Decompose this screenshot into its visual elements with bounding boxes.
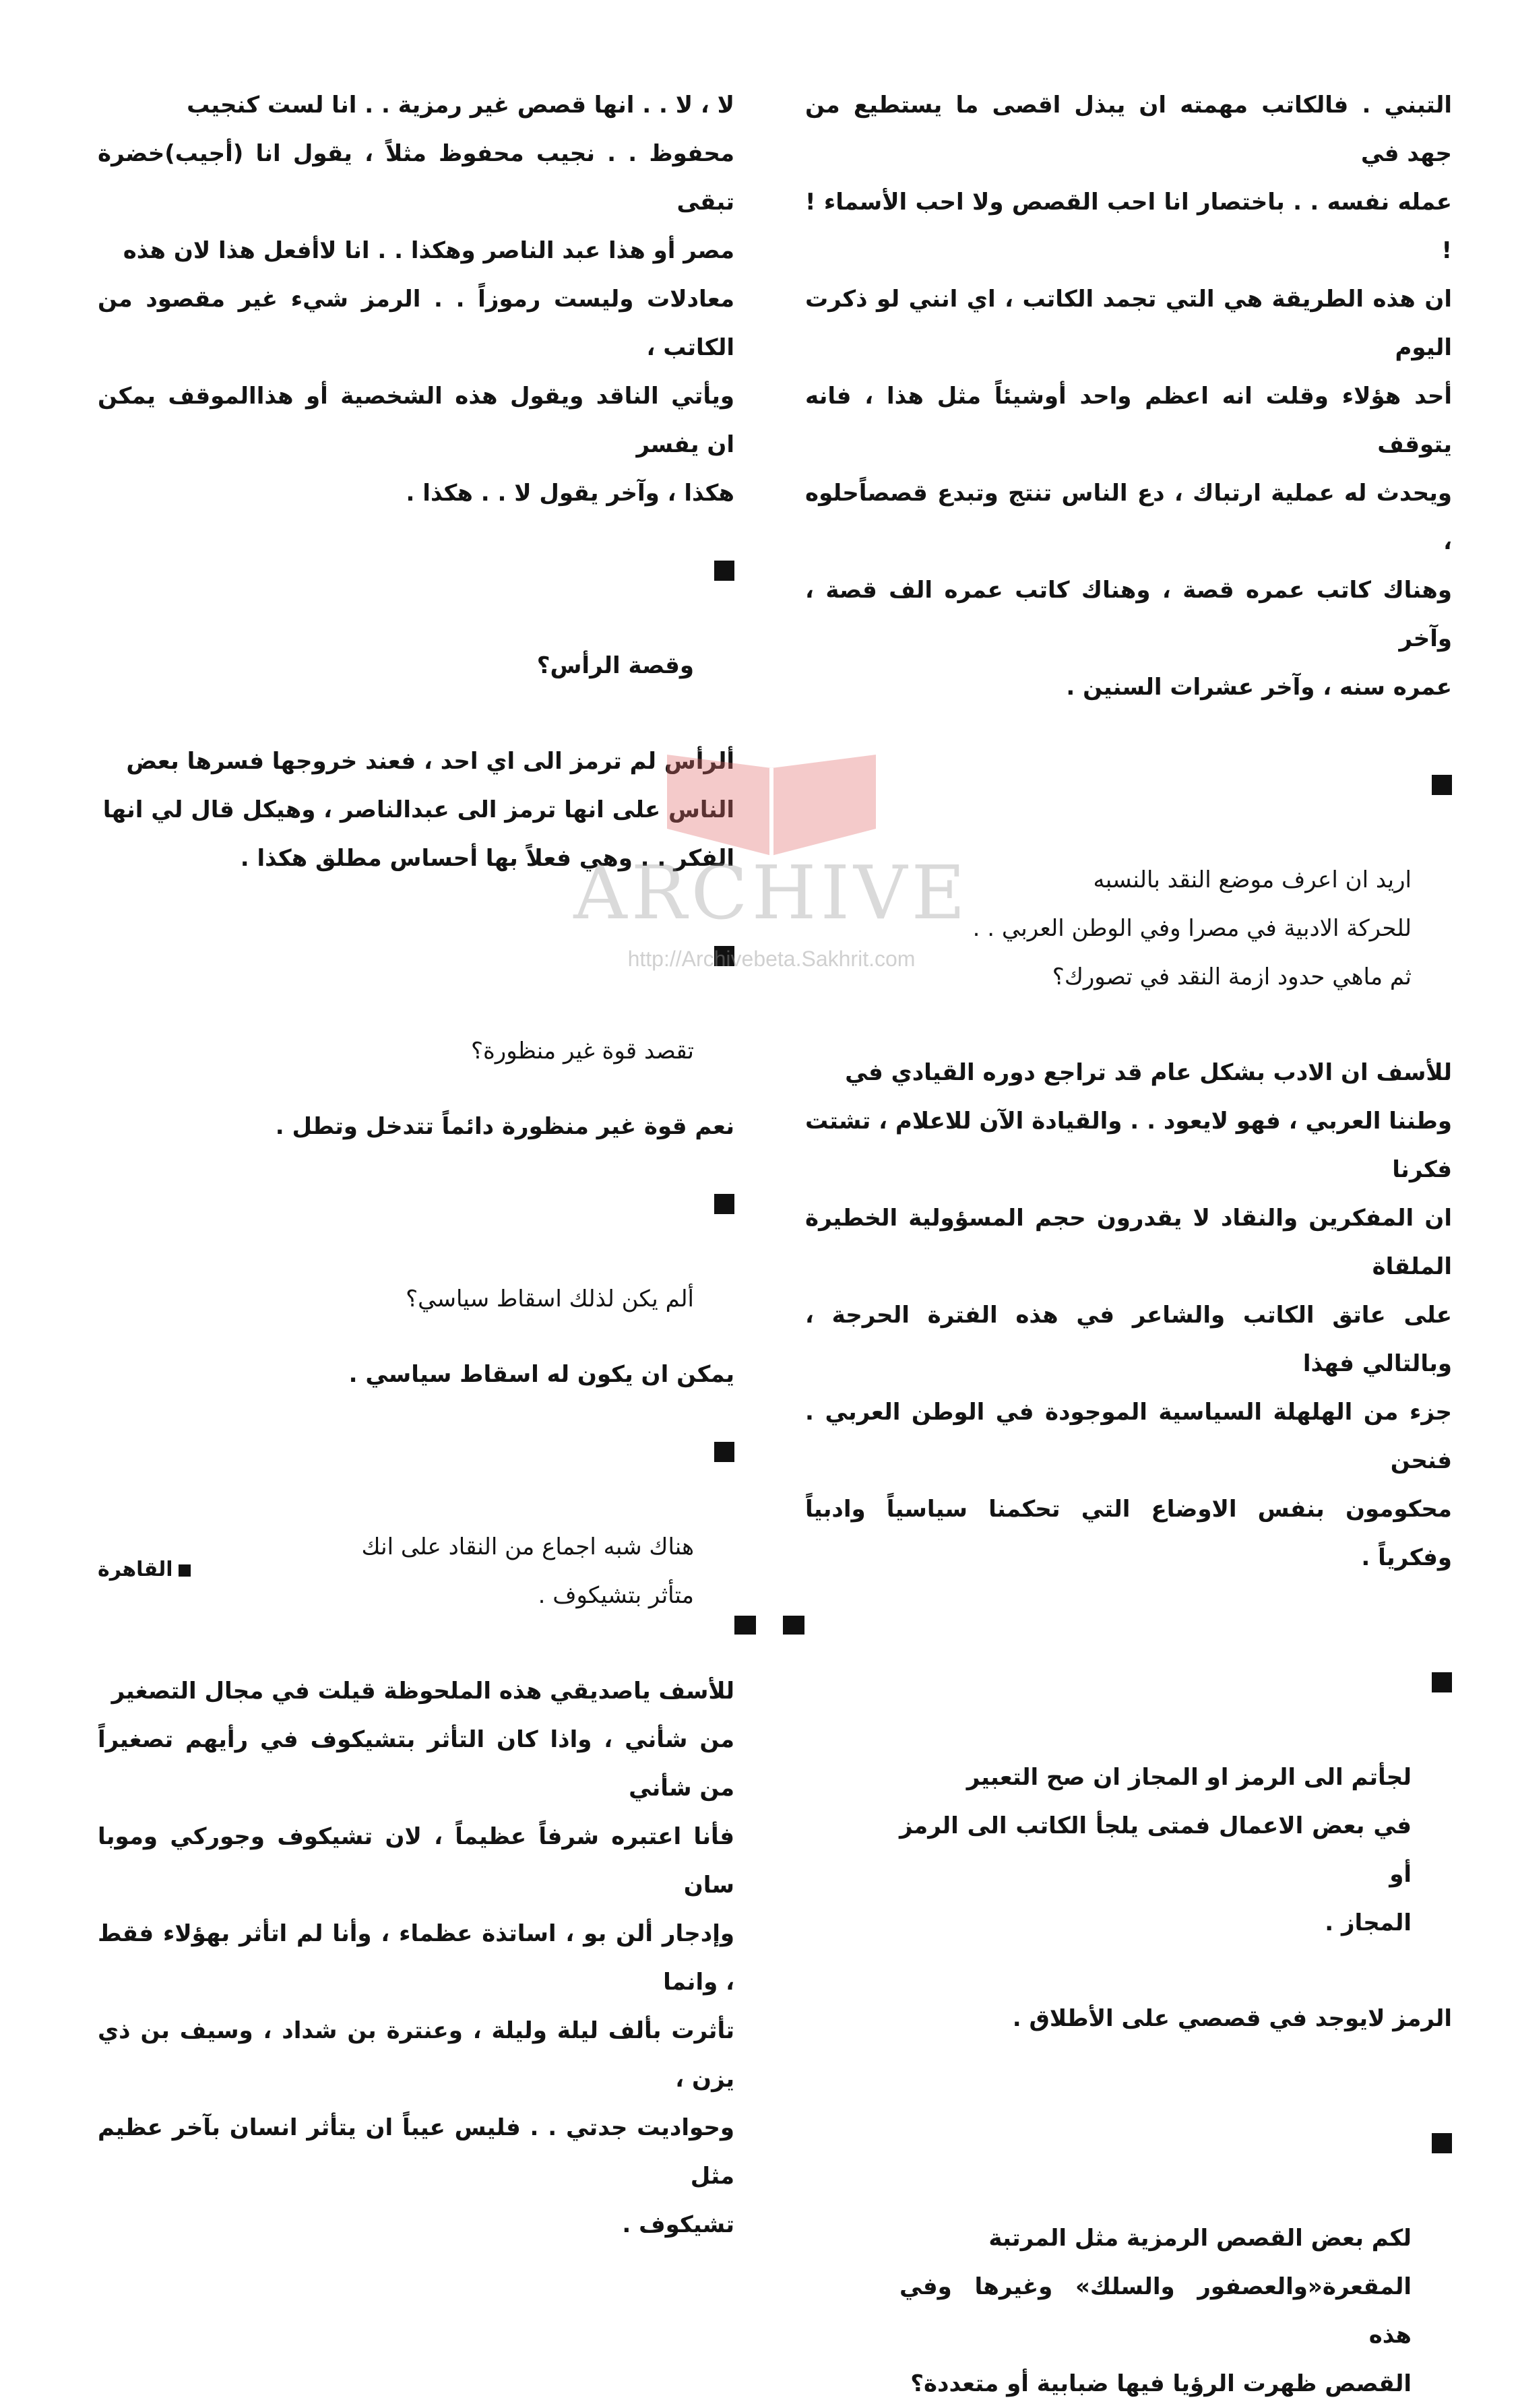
watermark-url: http://Archivebeta.Sakhrit.com <box>627 947 916 971</box>
bullet-square-icon <box>714 946 734 966</box>
question-text: هناك شبه اجماع من النقاد على انك متأثر بتشيكوف . <box>361 1533 694 1609</box>
bullet-square-icon <box>714 1442 734 1462</box>
footer-city-label: القاهرة <box>98 1558 173 1581</box>
answer-not-symbolic: لا ، لا . . انها قصص غير رمزية . . انا لست كنجيب محفوظ . . نجيب محفوظ مثلاً ، يقول انا (أجيب)خضرة تبقى مصر أو هذا عبد الناصر وهكذا . . انا لاأفعل هذا لان هذه معادلات وليست رموزاً . . الرمز شيء غير مقصود من الكاتب ، ويأتي الناقد ويقول هذه الشخصية أو هذاالموقف يمكن ان يفسر هكذا ، وآخر يقول لا . . هكذا . <box>98 92 734 507</box>
answer-head-story: ألرأس لم ترمز الى اي احد ، فعند خروجها فسرها بعض الناس على انها ترمز الى عبدالناصر ، وهيكل قال لي انها الفكر . . وهي فعلاً بها أحساس مطلق هكذا . <box>102 748 734 872</box>
question-text: ألم يكن لذلك اسقاط سياسي؟ <box>406 1286 694 1312</box>
question-text: لجأتم الى الرمز او المجاز ان صح التعبير في بعض الاعمال فمتى يلجأ الكاتب الى الرمز أو المجاز . <box>899 1764 1412 1936</box>
answer-unseen-power: نعم قوة غير منظورة دائماً تتدخل وتطل . <box>275 1113 734 1140</box>
footer-location <box>98 1558 191 1581</box>
question-symbolism <box>899 1656 1452 1947</box>
page-mark-square-icon <box>783 1616 804 1635</box>
question-text: وقصة الرأس؟ <box>536 652 694 679</box>
watermark-text: ARCHIVE <box>573 850 970 936</box>
answer-political: يمكن ان يكون له اسقاط سياسي . <box>348 1361 734 1388</box>
question-symbolic-stories <box>899 2117 1452 2408</box>
bullet-square-icon <box>714 1194 734 1214</box>
question-chekhov <box>263 1426 734 1620</box>
bullet-square-icon <box>179 1564 191 1577</box>
question-text: تقصد قوة غير منظورة؟ <box>470 1038 694 1065</box>
answer-criticism: للأسف ان الادب بشكل عام قد تراجع دوره القيادي في وطننا العربي ، فهو لايعود . . والقيادة الآن للاعلام ، تشتت فكرنا ان المفكرين والنقاد لا يقدرون حجم المسؤولية الخطيرة الملقاة على عاتق الكاتب والشاعر في هذه الفترة الحرجة ، وبالتالي فهذا جزء من الهلهلة السياسية الموجودة في الوطن العربي . فنحن محكومون بنفس الاوضاع التي تحكمنا سياسياً وادبياً وفكرياً . <box>805 1059 1452 1571</box>
question-text: اريد ان اعرف موضع النقد بالنسبه للحركة الادبية في مصرا وفي الوطن العربي . . ثم ماهي حدود ازمة النقد في تصورك؟ <box>972 866 1412 990</box>
answer-chekhov: للأسف ياصديقي هذه الملحوظة قيلت في مجال التصغير من شأني ، واذا كان التأثر بتشيكوف في رأيهم تصغيراً من شأني فأنا اعتبره شرفاً عظيماً ، لان تشيكوف وجوركي وموبا سان وإدجار ألن بو ، اساتذة عظماء ، وأنا لم اتأثر بهؤلاء فقط ، وانما تأثرت بألف ليلة وليلة ، وعنترة بن شداد ، وسيف بن ذي يزن ، وحواديت جدتي . . فليس عيباً ان يتأثر انسان بآخر عظيم مثل تشيكوف . <box>98 1678 734 2238</box>
bullet-square-icon <box>1432 775 1452 795</box>
left-column <box>98 81 734 2249</box>
answer-symbolism: الرمز لايوجد في قصصي على الأطلاق . <box>1012 2005 1452 2032</box>
question-political <box>98 1178 734 1323</box>
right-paragraph-continuation: التبني . فالكاتب مهمته ان يبذل اقصى ما يستطيع من جهد في عمله نفسه . . باختصار انا احب القصص ولا احب الأسماء ! ! ان هذه الطريقة هي التي تجمد الكاتب ، اي انني لو ذكرت اليوم أحد هؤلاء وقلت انه اعظم واحد أوشيئاً مثل هذا ، فانه يتوقف ويحدث له عملية ارتباك ، دع الناس تنتج وتبدع قصصاًحلوه ، وهناك كاتب عمره قصة ، وهناك كاتب عمره الف قصة ، وآخر عمره سنه ، وآخر عشرات السنين . <box>805 92 1452 701</box>
page-mark-square-icon <box>734 1616 756 1635</box>
bullet-square-icon <box>714 561 734 581</box>
bullet-square-icon <box>1432 2133 1452 2153</box>
question-unseen-power <box>98 930 734 1075</box>
question-criticism <box>805 759 1452 1001</box>
bullet-square-icon <box>1432 1672 1452 1692</box>
question-text: لكم بعض القصص الرمزية مثل المرتبة المقعرة«والعصفور والسلك» وغيرها وفي هذه القصص ظهرت الرؤيا فيها ضبابية أو متعددة؟ <box>899 2225 1412 2397</box>
right-column <box>805 81 1452 2408</box>
question-head-story <box>98 544 734 690</box>
